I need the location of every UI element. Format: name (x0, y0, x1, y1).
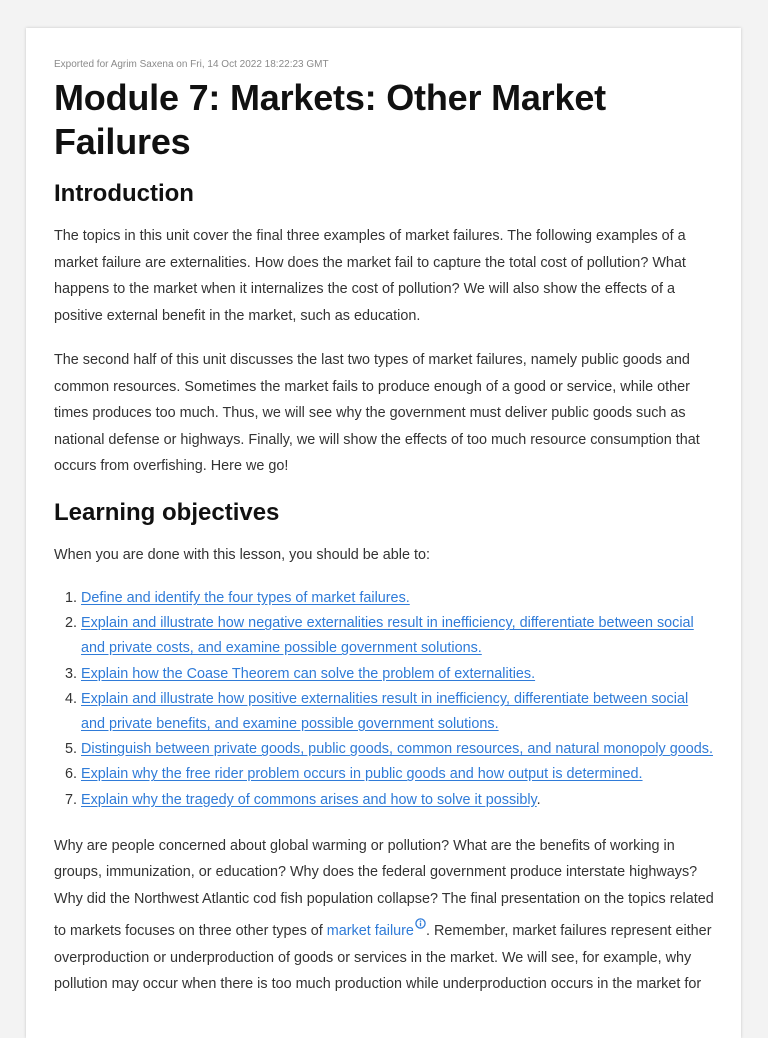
document-page (26, 28, 741, 1038)
objective-item (81, 662, 714, 687)
introduction-paragraph-2: The second half of this unit discusses the last two types of market failures, namely public goods and common resources. Sometimes the market fails to produce enough of a good or service, while other times produces too much. Thus, we will see why the government must deliver public goods such as national defense or highways. Finally, we will show the effects of too much resource consumption that occurs from overfishing. Here we go! (54, 352, 700, 474)
info-circle-icon[interactable] (415, 912, 426, 923)
page-title: Module 7: Markets: Other Market Failures (54, 77, 606, 162)
objective-item (81, 687, 714, 737)
objective-item (81, 611, 714, 661)
objective-link[interactable]: Distinguish between private goods, public goods, common resources, and natural monopoly goods. (81, 741, 713, 758)
closing-text-before: Why are people concerned about global warming or pollution? What are the benefits of working in groups, immunization, or education? Why does the federal government produce interstate highways? Why did the Northwest Atlantic cod fish population collapse? The final presentation on the topics related to markets focuses on three other types of (54, 837, 714, 940)
objective-link[interactable]: Explain and illustrate how positive externalities result in inefficiency, differentiate between social and private benefits, and examine possible government solutions. (81, 690, 689, 733)
objective-item (81, 788, 714, 813)
objective-suffix: . (536, 791, 541, 808)
objective-link[interactable]: Explain and illustrate how negative externalities result in inefficiency, differentiate between social and private costs, and examine possible government solutions. (81, 615, 694, 657)
objective-item (81, 737, 714, 762)
export-note: Exported for Agrim Saxena on Fri, 14 Oct 2022 18:22:23 GMT (54, 59, 329, 70)
document-content (54, 58, 714, 998)
objective-item (81, 762, 714, 787)
objective-item (81, 586, 714, 611)
learning-objectives-heading: Learning objectives (54, 498, 280, 526)
objective-link[interactable]: Explain why the tragedy of commons arises and how to solve it possibly (81, 791, 537, 808)
closing-text-after: . Remember, market failures represent either overproduction or underproduction of goods or services in the market. We will see, for example, why pollution may occur when there is too much production while underproduction occurs in the market for (54, 923, 712, 993)
closing-paragraph (54, 833, 714, 998)
objective-link[interactable]: Define and identify the four types of market failures. (81, 590, 410, 606)
learning-objectives-list (54, 586, 714, 813)
objective-link[interactable]: Explain why the free rider problem occurs in public goods and how output is determined. (81, 766, 643, 783)
objective-link[interactable]: Explain how the Coase Theorem can solve the problem of externalities. (81, 665, 536, 682)
introduction-heading: Introduction (54, 180, 194, 207)
learning-objectives-lead: When you are done with this lesson, you should be able to: (54, 546, 430, 563)
market-failure-link[interactable]: market failure (326, 923, 414, 940)
introduction-paragraph-1: The topics in this unit cover the final three examples of market failures. The following examples of a market failure are externalities. How does the market fail to capture the total cost of pollution? What happens to the market when it internalizes the cost of pollution? We will also show the effects of a positive external benefit in the market, such as education. (54, 228, 686, 324)
